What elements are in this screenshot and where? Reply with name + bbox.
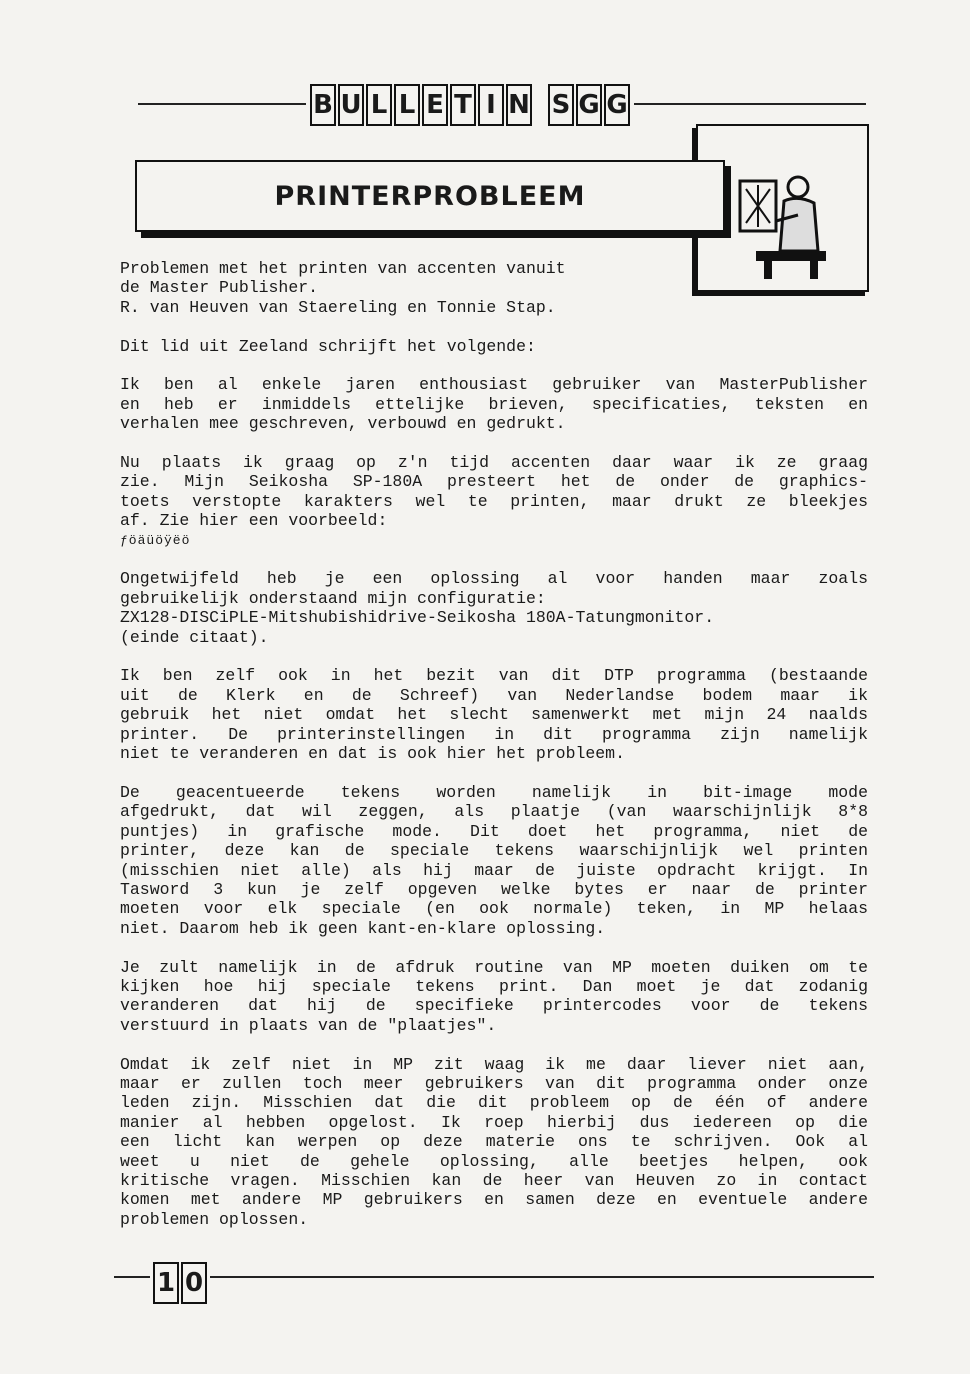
masthead-letter: T bbox=[450, 84, 476, 126]
text-line: ZX128-DISCiPLE-Mitshubishidrive-Seikosha 180A-Tatungmonitor. bbox=[120, 608, 715, 628]
masthead-letter: G bbox=[576, 84, 602, 126]
text-line: zie. Mijn Seikosha SP-180A presteert het de onder de graphics- bbox=[120, 472, 868, 492]
masthead-letter: N bbox=[506, 84, 532, 126]
masthead-letter: S bbox=[548, 84, 574, 126]
text-line: manier al hebben opgelost. Ik roep hierbij dus iedereen op die bbox=[120, 1112, 868, 1132]
masthead-letter: I bbox=[478, 84, 504, 126]
article-body bbox=[120, 259, 868, 1249]
paragraph bbox=[120, 666, 868, 763]
masthead-letter: L bbox=[394, 84, 420, 126]
text-line: veranderen dat hij de specifieke printercodes voor de tekens bbox=[120, 996, 868, 1016]
paragraph bbox=[120, 958, 868, 1036]
text-line: kijken hoe hij speciale tekens print. Dan moet je dat zodanig bbox=[120, 976, 868, 996]
text-line: De geacentueerde tekens worden namelijk in bit-image mode bbox=[120, 782, 868, 802]
paragraph bbox=[120, 783, 868, 938]
footer-rule bbox=[114, 1276, 874, 1278]
text-line: gebruik het niet omdat het slecht samenwerkt met mijn 24 naalds bbox=[120, 705, 868, 725]
paragraph bbox=[120, 337, 868, 356]
text-line: Ik ben zelf ook in het bezit van dit DTP programma (bestaande bbox=[120, 666, 868, 686]
text-line: de Master Publisher. bbox=[120, 278, 319, 298]
text-line: Nu plaats ik graag op z'n tijd accenten daar waar ik ze graag bbox=[120, 453, 868, 473]
masthead-letter: E bbox=[422, 84, 448, 126]
paragraph bbox=[120, 453, 868, 550]
page-title: PRINTERPROBLEEM bbox=[274, 180, 586, 212]
page-number-digit: 0 bbox=[181, 1262, 207, 1304]
masthead bbox=[306, 84, 634, 126]
text-line: een licht kan werpen op deze materie ons te schrijven. Ook al bbox=[120, 1132, 868, 1152]
text-line: niet. Daarom heb ik geen kant-en-klare oplossing. bbox=[120, 918, 606, 938]
text-line: afgedrukt, dat wil zeggen, als plaatje (van waarschijnlijk 8*8 bbox=[120, 802, 868, 822]
text-line: Ik ben al enkele jaren enthousiast gebruiker van MasterPublisher bbox=[120, 375, 868, 395]
text-line: (misschien niet alle) als hij maar de juiste opdracht krijgt. In bbox=[120, 860, 868, 880]
paragraph bbox=[120, 569, 868, 647]
text-line: af. Zie hier een voorbeeld: bbox=[120, 511, 388, 531]
text-line: uit de Klerk en de Schreef) van Nederlandse bodem maar ik bbox=[120, 685, 868, 705]
text-line: gebruikelijk onderstaand mijn configuratie: bbox=[120, 588, 546, 608]
text-line: Je zult namelijk in de afdruk routine van MP moeten duiken om te bbox=[120, 957, 868, 977]
text-line: R. van Heuven van Staereling en Tonnie Stap. bbox=[120, 297, 556, 317]
text-line: Dit lid uit Zeeland schrijft het volgende: bbox=[120, 336, 536, 356]
text-line: puntjes) in grafische mode. Dit doet het programma, niet de bbox=[120, 821, 868, 841]
text-line: Ongetwijfeld heb je een oplossing al voor handen maar zoals bbox=[120, 569, 868, 589]
intro bbox=[120, 259, 868, 317]
text-line: Problemen met het printen van accenten vanuit bbox=[120, 259, 566, 278]
text-line: (einde citaat). bbox=[120, 627, 269, 647]
text-line: kritische vragen. Misschien kan de heer van Heuven zo in contact bbox=[120, 1170, 868, 1190]
page-number-digit: 1 bbox=[153, 1262, 179, 1304]
masthead-letter: G bbox=[604, 84, 630, 126]
page-number bbox=[150, 1262, 210, 1304]
masthead-letter: U bbox=[338, 84, 364, 126]
text-line: Omdat ik zelf niet in MP zit waag ik me daar liever niet aan, bbox=[120, 1054, 868, 1074]
text-line: niet te veranderen en dat is ook hier het probleem. bbox=[120, 744, 625, 764]
text-line: en heb er inmiddels ettelijke brieven, specificaties, teksten en bbox=[120, 394, 868, 414]
text-line: moeten voor elk speciale (en ook normale) teken, in MP helaas bbox=[120, 899, 868, 919]
text-line: weet u niet de gehele oplossing, alle beetjes helpen, ook bbox=[120, 1151, 868, 1171]
text-line: toets verstopte karakters wel te printen, maar drukt ze bleekjes bbox=[120, 491, 868, 511]
masthead-letter: B bbox=[310, 84, 336, 126]
text-line: verhalen mee geschreven, verbouwd en gedrukt. bbox=[120, 414, 566, 434]
text-line: maar er zullen toch meer gebruikers van dit programma onder onze bbox=[120, 1073, 868, 1093]
text-line: verstuurd in plaats van de "plaatjes". bbox=[120, 1015, 497, 1035]
text-line: printer. De printerinstellingen in dit programma zijn namelijk bbox=[120, 724, 868, 744]
text-line: leden zijn. Misschien dat die dit probleem op de één of andere bbox=[120, 1093, 868, 1113]
title-box bbox=[135, 160, 725, 232]
paragraph bbox=[120, 375, 868, 433]
masthead-letter: L bbox=[366, 84, 392, 126]
text-line: problemen oplossen. bbox=[120, 1209, 309, 1229]
paragraph bbox=[120, 1055, 868, 1230]
text-line: komen met andere MP gebruikers en samen deze en eventuele andere bbox=[120, 1190, 868, 1210]
text-line: printer, deze kan de speciale tekens waarschijnlijk wel printen bbox=[120, 841, 868, 861]
accent-example: ƒöäüöÿëö bbox=[120, 532, 191, 548]
text-line: Tasword 3 kun je zelf opgeven welke bytes er naar de printer bbox=[120, 879, 868, 899]
